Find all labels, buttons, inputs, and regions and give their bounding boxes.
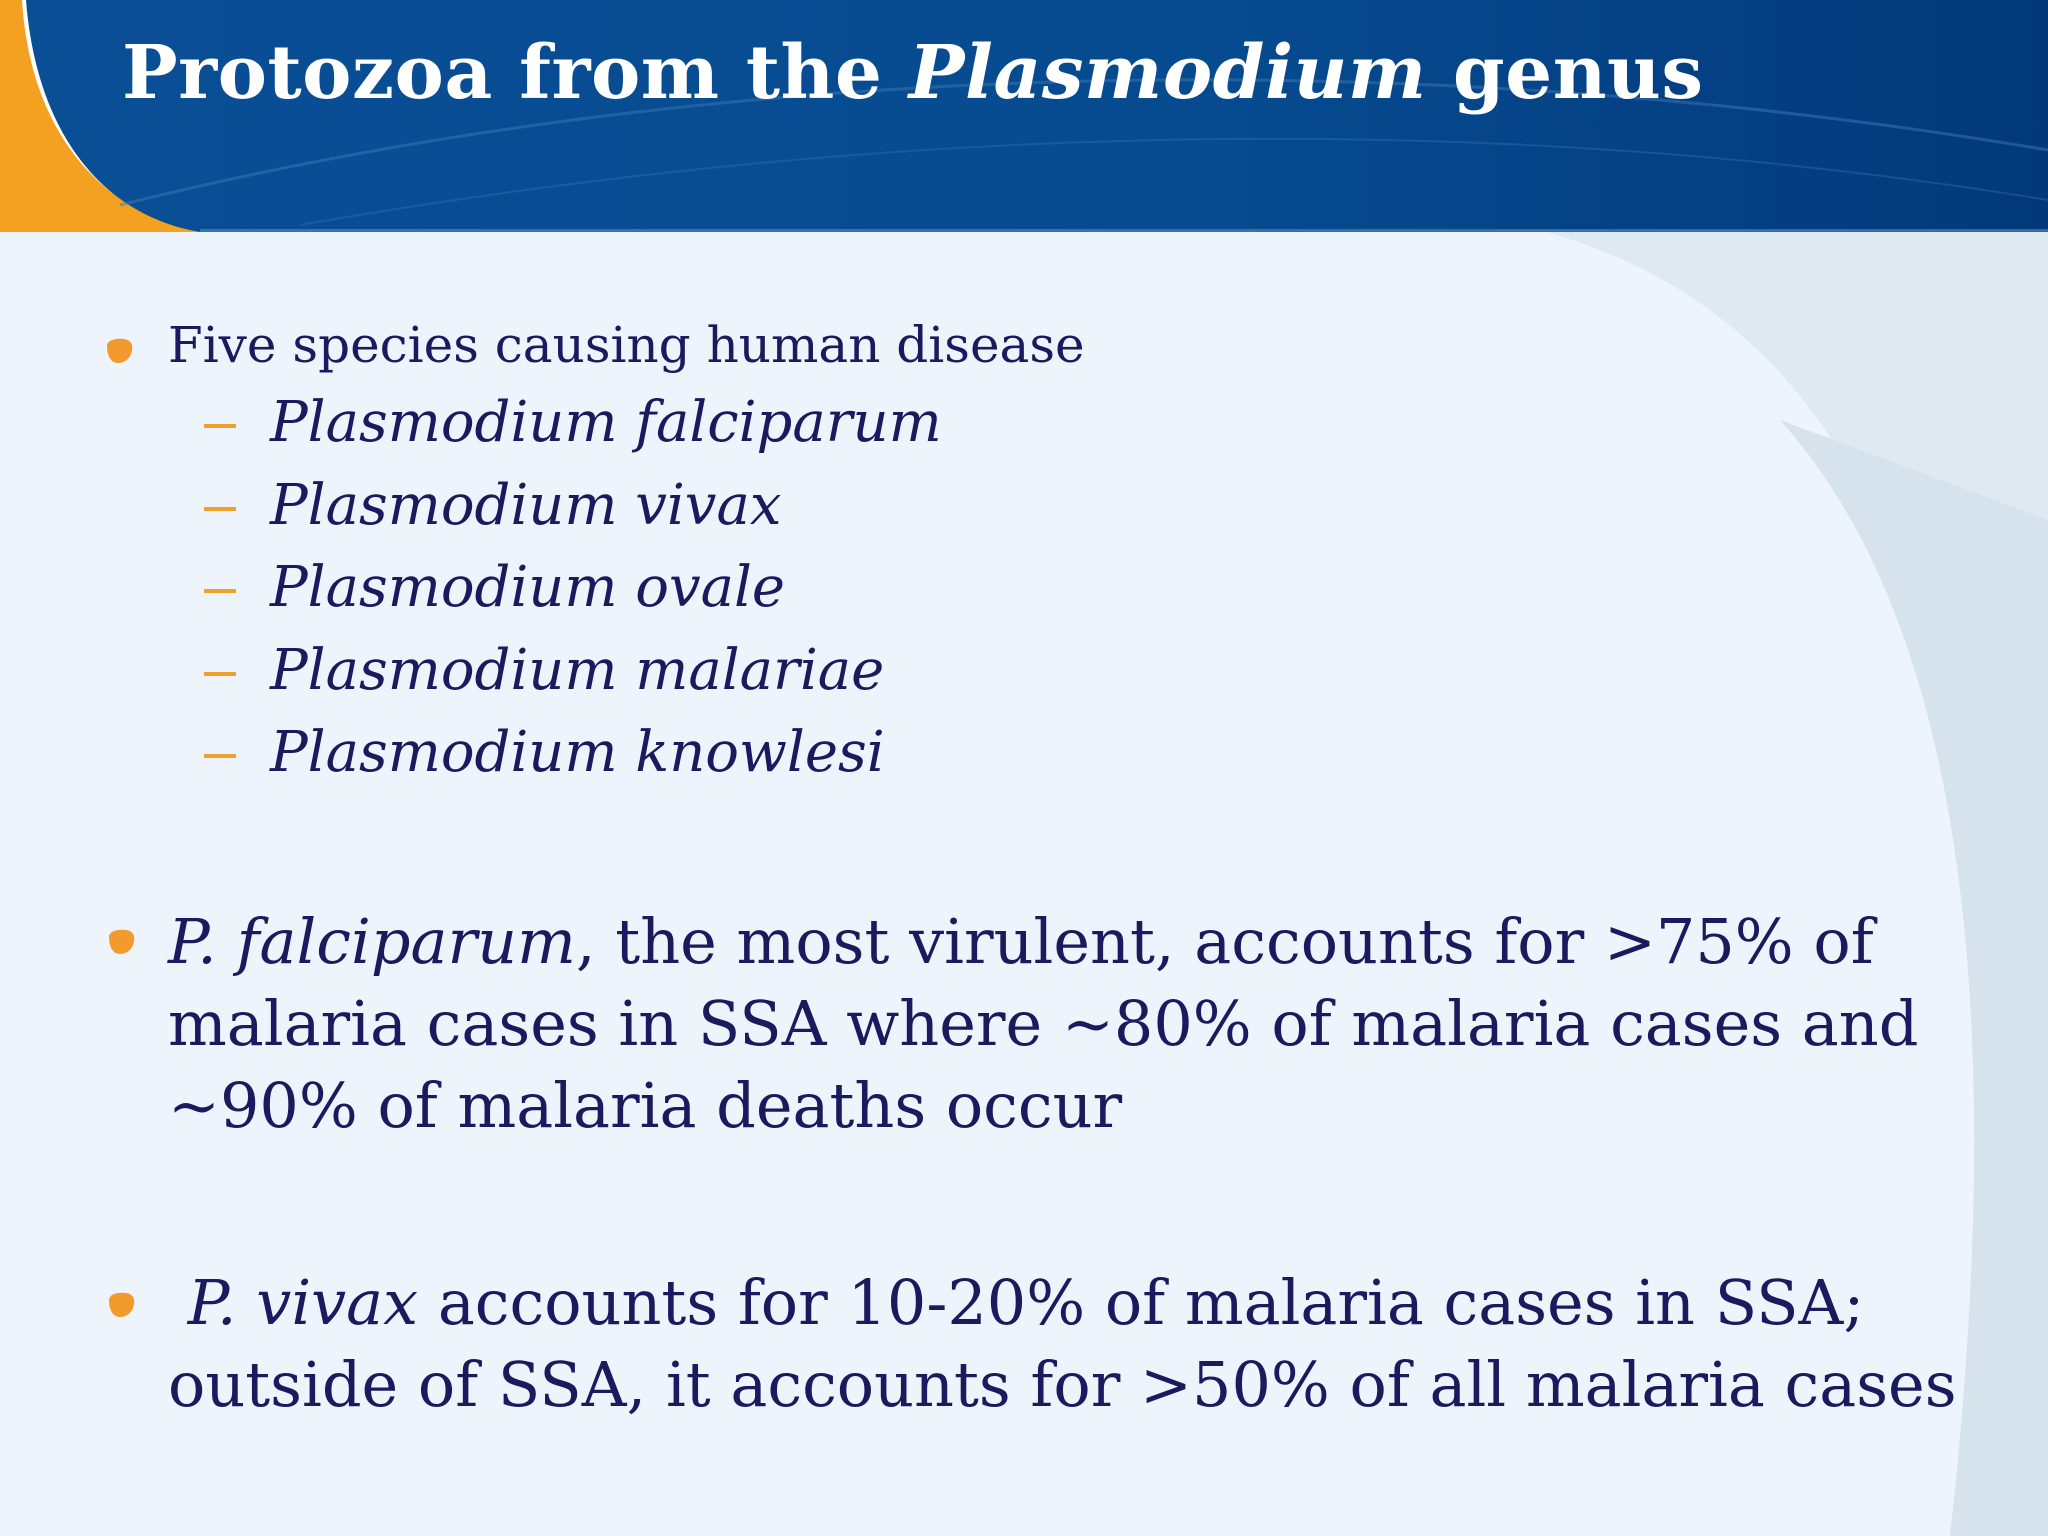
title-suffix: genus bbox=[1426, 30, 1704, 116]
paragraph-line: malaria cases in SSA where ~80% of malaria cases and bbox=[168, 987, 1919, 1060]
intro-text: Five species causing human disease bbox=[168, 316, 1085, 374]
line-text: , the most virulent, accounts for >75% of bbox=[575, 905, 1874, 978]
species-name: Plasmodium knowlesi bbox=[270, 720, 885, 785]
dash-icon bbox=[204, 672, 236, 676]
bullet-icon bbox=[106, 927, 136, 957]
species-name: Plasmodium malariae bbox=[270, 637, 885, 703]
paragraph-line: outside of SSA, it accounts for >50% of all malaria cases bbox=[168, 1348, 1957, 1421]
falciparum-paragraph bbox=[168, 901, 1918, 1147]
paragraph-line bbox=[168, 901, 1918, 983]
species-abbrev: P. falciparum bbox=[168, 905, 576, 978]
species-abbrev: P. vivax bbox=[187, 1266, 419, 1339]
species-name: Plasmodium falciparum bbox=[270, 390, 942, 455]
dash-icon bbox=[204, 589, 236, 593]
title-italic: Plasmodium bbox=[908, 30, 1427, 116]
dash-icon bbox=[204, 507, 236, 511]
dash-icon bbox=[204, 754, 236, 758]
bullet-icon bbox=[106, 1290, 136, 1320]
vivax-paragraph bbox=[168, 1262, 1957, 1426]
paragraph-line bbox=[168, 1262, 1957, 1344]
dash-icon bbox=[204, 424, 236, 428]
species-name: Plasmodium ovale bbox=[270, 555, 786, 620]
species-name: Plasmodium vivax bbox=[270, 472, 782, 538]
title-prefix: Protozoa from the bbox=[122, 30, 909, 116]
paragraph-line: ~90% of malaria deaths occur bbox=[168, 1069, 1123, 1142]
line-text: accounts for 10-20% of malaria cases in SSA; bbox=[418, 1266, 1865, 1339]
bullet-icon bbox=[104, 336, 134, 366]
